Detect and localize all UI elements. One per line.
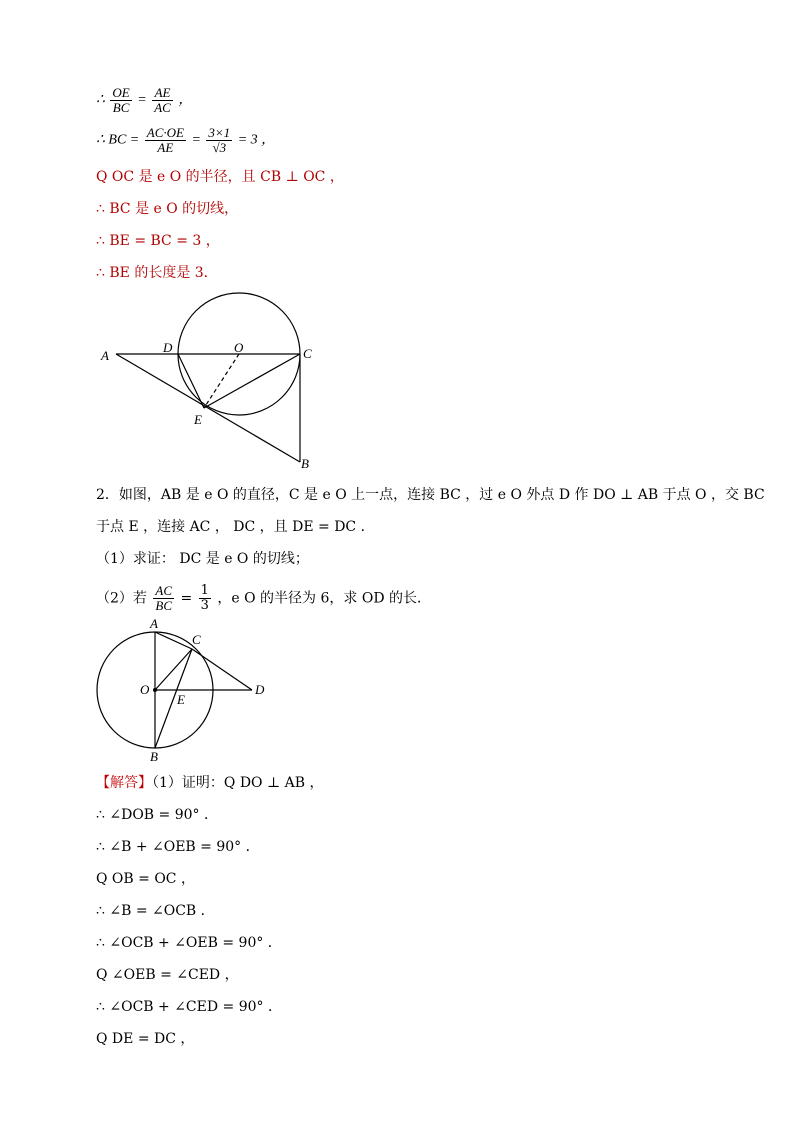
question-2-line-2: 于点 E ，连接 AC ， DC ，且 DE = DC ．: [96, 519, 375, 535]
step-4: ∴ ∠B = ∠OCB ．: [96, 903, 215, 919]
question-2-part-2: （2）若 $\frac{AC}{BC}$ = $\frac{1}{3}$ ，e O 的半径为 6，求 OD 的长．: [96, 583, 431, 613]
fraction-ac-oe-ae: $\frac{AC\cdot OE}{AE}$: [146, 125, 184, 155]
figure-2-diagram: [92, 612, 282, 764]
step-8: Q DE = DC ，: [96, 1031, 195, 1047]
label-d: D: [163, 340, 173, 355]
fraction-ac-bc: $\frac{AC}{BC}$: [155, 583, 172, 613]
step-2: ∴ ∠B + ∠OEB = 90° ．: [96, 839, 260, 855]
fraction-oe-bc: $\frac{OE}{BC}$: [112, 85, 130, 115]
question-2-part-1: （1）求证： DC 是 e O 的切线；: [96, 551, 309, 567]
segment-bc: [155, 649, 192, 748]
segment-de: [178, 354, 204, 408]
step-7: ∴ ∠OCB + ∠CED = 90° ．: [96, 999, 282, 1015]
line-be-eq: ∴ BE = BC = 3 ，: [96, 233, 220, 249]
line-radius: Q OC 是 e O 的半径，且 CB ⊥ OC ，: [96, 169, 344, 185]
point-o: [153, 688, 157, 692]
question-2-line-1: 2．如图，AB 是 e O 的直径，C 是 e O 上一点，连接 BC ，过 e O 外点 D 作 DO ⊥ AB 于点 O ，交 BC: [96, 487, 765, 503]
segment-oe-dashed: [204, 354, 239, 408]
label-b: B: [301, 456, 309, 471]
step-3: Q OB = OC ，: [96, 871, 195, 887]
fraction-3x1-root3: $\frac{3\times 1}{√3}$: [208, 125, 231, 155]
step-1: ∴ ∠DOB = 90° ．: [96, 807, 218, 823]
segment-oc: [155, 649, 192, 690]
line-bc-calc: ∴ BC = $\frac{AC\cdot OE}{AE}$ = $\frac{3\times 1}{√3}$ = 3 ，: [96, 125, 276, 155]
label-e: E: [194, 412, 202, 427]
line-ratio: ∴ $\frac{OE}{BC}$ = $\frac{AE}{AC}$ ，: [96, 85, 193, 115]
label-d: D: [255, 682, 265, 697]
step-6: Q ∠OEB = ∠CED ，: [96, 967, 239, 983]
line-tangent: ∴ BC 是 e O 的切线，: [96, 201, 239, 217]
therefore-symbol: ∴: [96, 92, 105, 108]
label-c: C: [192, 632, 201, 647]
fraction-1-3: $\frac{1}{3}$: [200, 583, 209, 613]
step-5: ∴ ∠OCB + ∠OEB = 90° ．: [96, 935, 282, 951]
label-a: A: [150, 616, 158, 631]
label-o: O: [234, 340, 244, 355]
label-e: E: [177, 692, 185, 707]
label-b: B: [150, 749, 158, 764]
label-o: O: [140, 682, 150, 697]
figure-1-diagram: [96, 290, 326, 475]
label-a: A: [101, 348, 109, 363]
answer-heading: 【解答】（1）证明：Q DO ⊥ AB ，: [96, 775, 324, 791]
label-c: C: [303, 346, 312, 361]
line-be-length: ∴ BE 的长度是 3．: [96, 265, 218, 281]
segment-dc: [192, 649, 252, 690]
answer-tag: 【解答】: [96, 775, 152, 791]
fraction-ae-ac: $\frac{AE}{AC}$: [154, 85, 171, 115]
segment-ce: [204, 354, 300, 408]
